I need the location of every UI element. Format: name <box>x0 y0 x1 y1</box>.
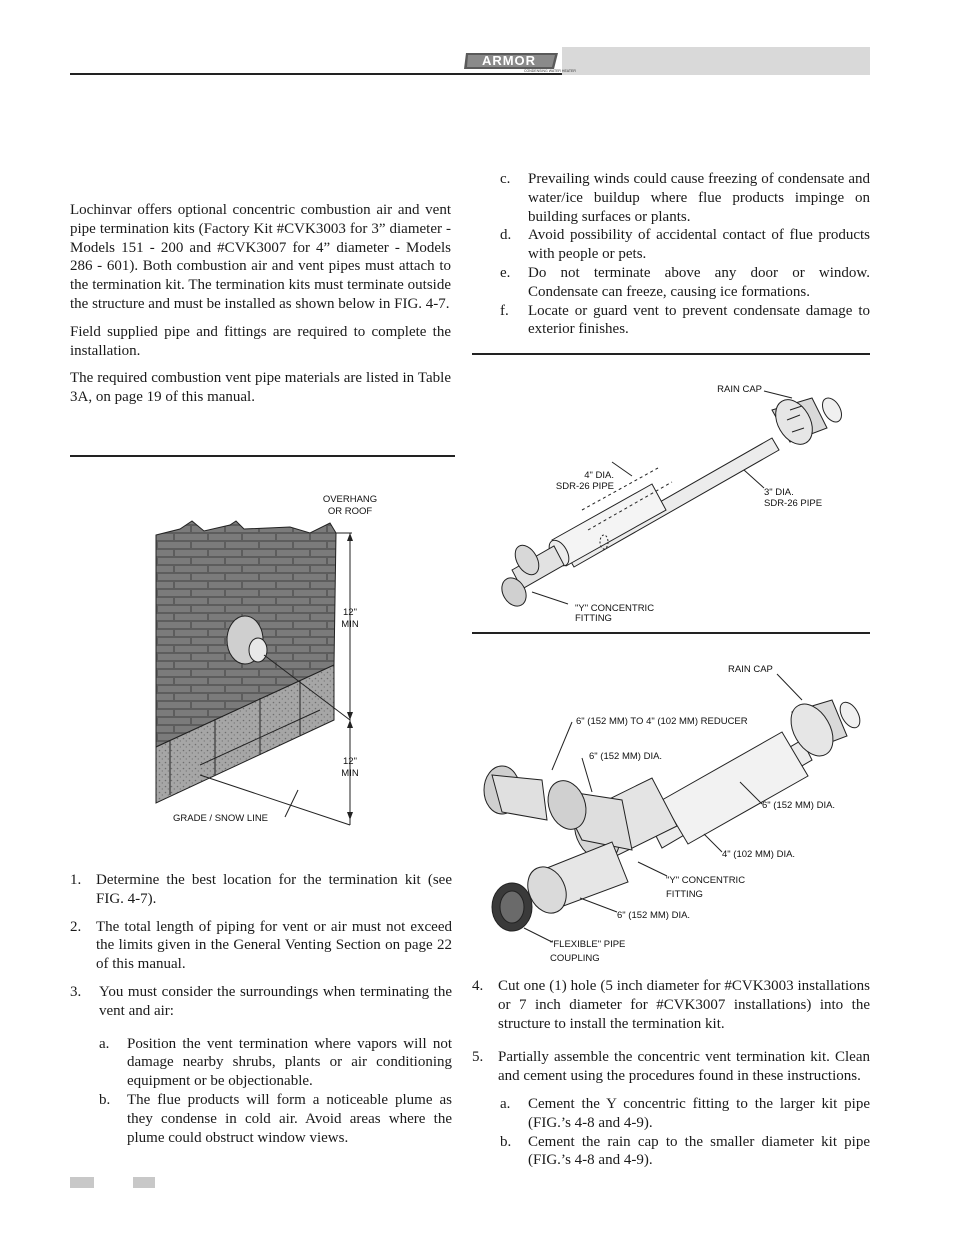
figure-7-rule <box>70 455 455 457</box>
figure-8-rule <box>472 353 870 355</box>
bottom-min-label-1: 12" <box>343 756 357 767</box>
step-5: 5. Partially assemble the concentric vent termination kit. Clean and cement using the procedures found in these instructions. <box>472 1049 870 1085</box>
footer-tab-left <box>70 1177 94 1188</box>
armor-logo <box>462 49 576 73</box>
large-kit-y-fitting-label-1: "Y" CONCENTRIC <box>666 875 746 886</box>
intro-paragraph-3: The required combustion vent pipe materials are listed in Table 3A, on page 19 of this manual. <box>70 370 451 406</box>
large-kit-4in-label: 4" (102 MM) DIA. <box>722 849 796 860</box>
subitem-e: e. Do not terminate above any door or window. Condensate can freeze, causing ice formations. <box>500 264 870 300</box>
bottom-min-label-2: MIN <box>341 768 359 779</box>
step-1: 1. Determine the best location for the termination kit (see FIG. 4-7). <box>70 872 452 907</box>
small-kit-y-fitting-label-1: "Y" CONCENTRIC <box>575 603 655 614</box>
header-rule <box>70 73 562 75</box>
subitem-c: c. Prevailing winds could cause freezing of condensate and water/ice buildup where flue products impinge on building surfaces or plants. <box>500 171 870 225</box>
step-5-subitem-a: a. Cement the Y concentric fitting to the larger kit pipe (FIG.’s 4-8 and 4-9). <box>500 1095 870 1131</box>
top-min-label-2: MIN <box>341 619 359 630</box>
small-kit-4in-label-1: 4" DIA. <box>584 470 614 481</box>
large-kit-flexible-label-1: "FLEXIBLE" PIPE <box>550 939 626 950</box>
right-subitems <box>500 170 870 339</box>
small-kit-3in-label-2: SDR-26 PIPE <box>764 498 823 509</box>
subitem-f: f. Locate or guard vent to prevent condensate damage to exterior finishes. <box>500 302 870 338</box>
step-4: 4. Cut one (1) hole (5 inch diameter for #CVK3003 installations or 7 inch diameter for #CVK3007 installations) into the structure to install the termination kit. <box>472 978 870 1032</box>
step-3: 3. You must consider the surroundings when terminating the vent and air: <box>70 983 452 1019</box>
large-kit-y-fitting-label-2: FITTING <box>666 889 703 900</box>
top-min-label-1: 12" <box>343 607 357 618</box>
intro-paragraph-2: Field supplied pipe and fittings are required to complete the installation. <box>70 323 451 359</box>
step-3-subitems <box>99 1035 452 1148</box>
figure-wall-termination <box>140 485 400 830</box>
subitem-a: a. Position the vent termination where vapors will not damage nearby shrubs, plants or air conditioning equipment or be objectionable. <box>99 1035 452 1090</box>
overhang-label-2: OR ROOF <box>327 506 373 517</box>
small-kit-y-fitting-label-2: FITTING <box>575 613 612 624</box>
left-steps <box>70 871 452 1147</box>
header-bar <box>562 47 870 75</box>
large-kit-6in-label-c: 6" (152 MM) DIA. <box>617 910 691 921</box>
small-kit-rain-cap-label: RAIN CAP <box>717 384 762 395</box>
large-kit-flexible-label-2: COUPLING <box>550 953 600 964</box>
svg-text:CONDENSING WATER HEATER: CONDENSING WATER HEATER <box>524 69 576 73</box>
figure-large-kit <box>472 650 870 965</box>
overhang-label-1: OVERHANG <box>322 494 378 505</box>
step-2: 2. The total length of piping for vent or air must not exceed the limits given in the General Venting Section on page 22 of this manual. <box>70 918 452 973</box>
small-kit-4in-label-2: SDR-26 PIPE <box>555 481 614 492</box>
right-steps <box>472 977 870 1170</box>
figure-small-kit <box>472 370 870 630</box>
subitem-b: b. The flue products will form a noticeable plume as they condense in cold air. Avoid areas where the plume could obstruct window views. <box>99 1091 452 1146</box>
footer-tab-right <box>133 1177 155 1188</box>
small-kit-3in-label-1: 3" DIA. <box>764 487 794 498</box>
step-5-subitems <box>500 1095 870 1170</box>
figure-9-rule <box>472 632 870 634</box>
subitem-d: d. Avoid possibility of accidental contact of flue products with people or pets. <box>500 227 870 263</box>
step-5-subitem-b: b. Cement the rain cap to the smaller diameter kit pipe (FIG.’s 4-8 and 4-9). <box>500 1133 870 1169</box>
grade-snow-line-label: GRADE / SNOW LINE <box>173 813 269 824</box>
intro-paragraph-1: Lochinvar offers optional concentric combustion air and vent pipe termination kits (Factory Kit #CVK3003 for 3” diameter - Models 151 - 200 and #CVK3007 for 4” diameter - Models 286 - 601). Both combustion air and vent pipes must attach to the termination kit. The termination kits must terminate outside the structure and must be installed as shown below in FIG. 4-7. <box>70 202 451 312</box>
large-kit-rain-cap-label: RAIN CAP <box>728 664 773 675</box>
large-kit-reducer-label: 6" (152 MM) TO 4" (102 MM) REDUCER <box>576 716 748 727</box>
large-kit-6in-label-b: 6" (152 MM) DIA. <box>762 800 836 811</box>
large-kit-6in-label-a: 6" (152 MM) DIA. <box>589 751 663 762</box>
svg-text:ARMOR: ARMOR <box>481 53 537 68</box>
left-intro <box>70 201 451 407</box>
